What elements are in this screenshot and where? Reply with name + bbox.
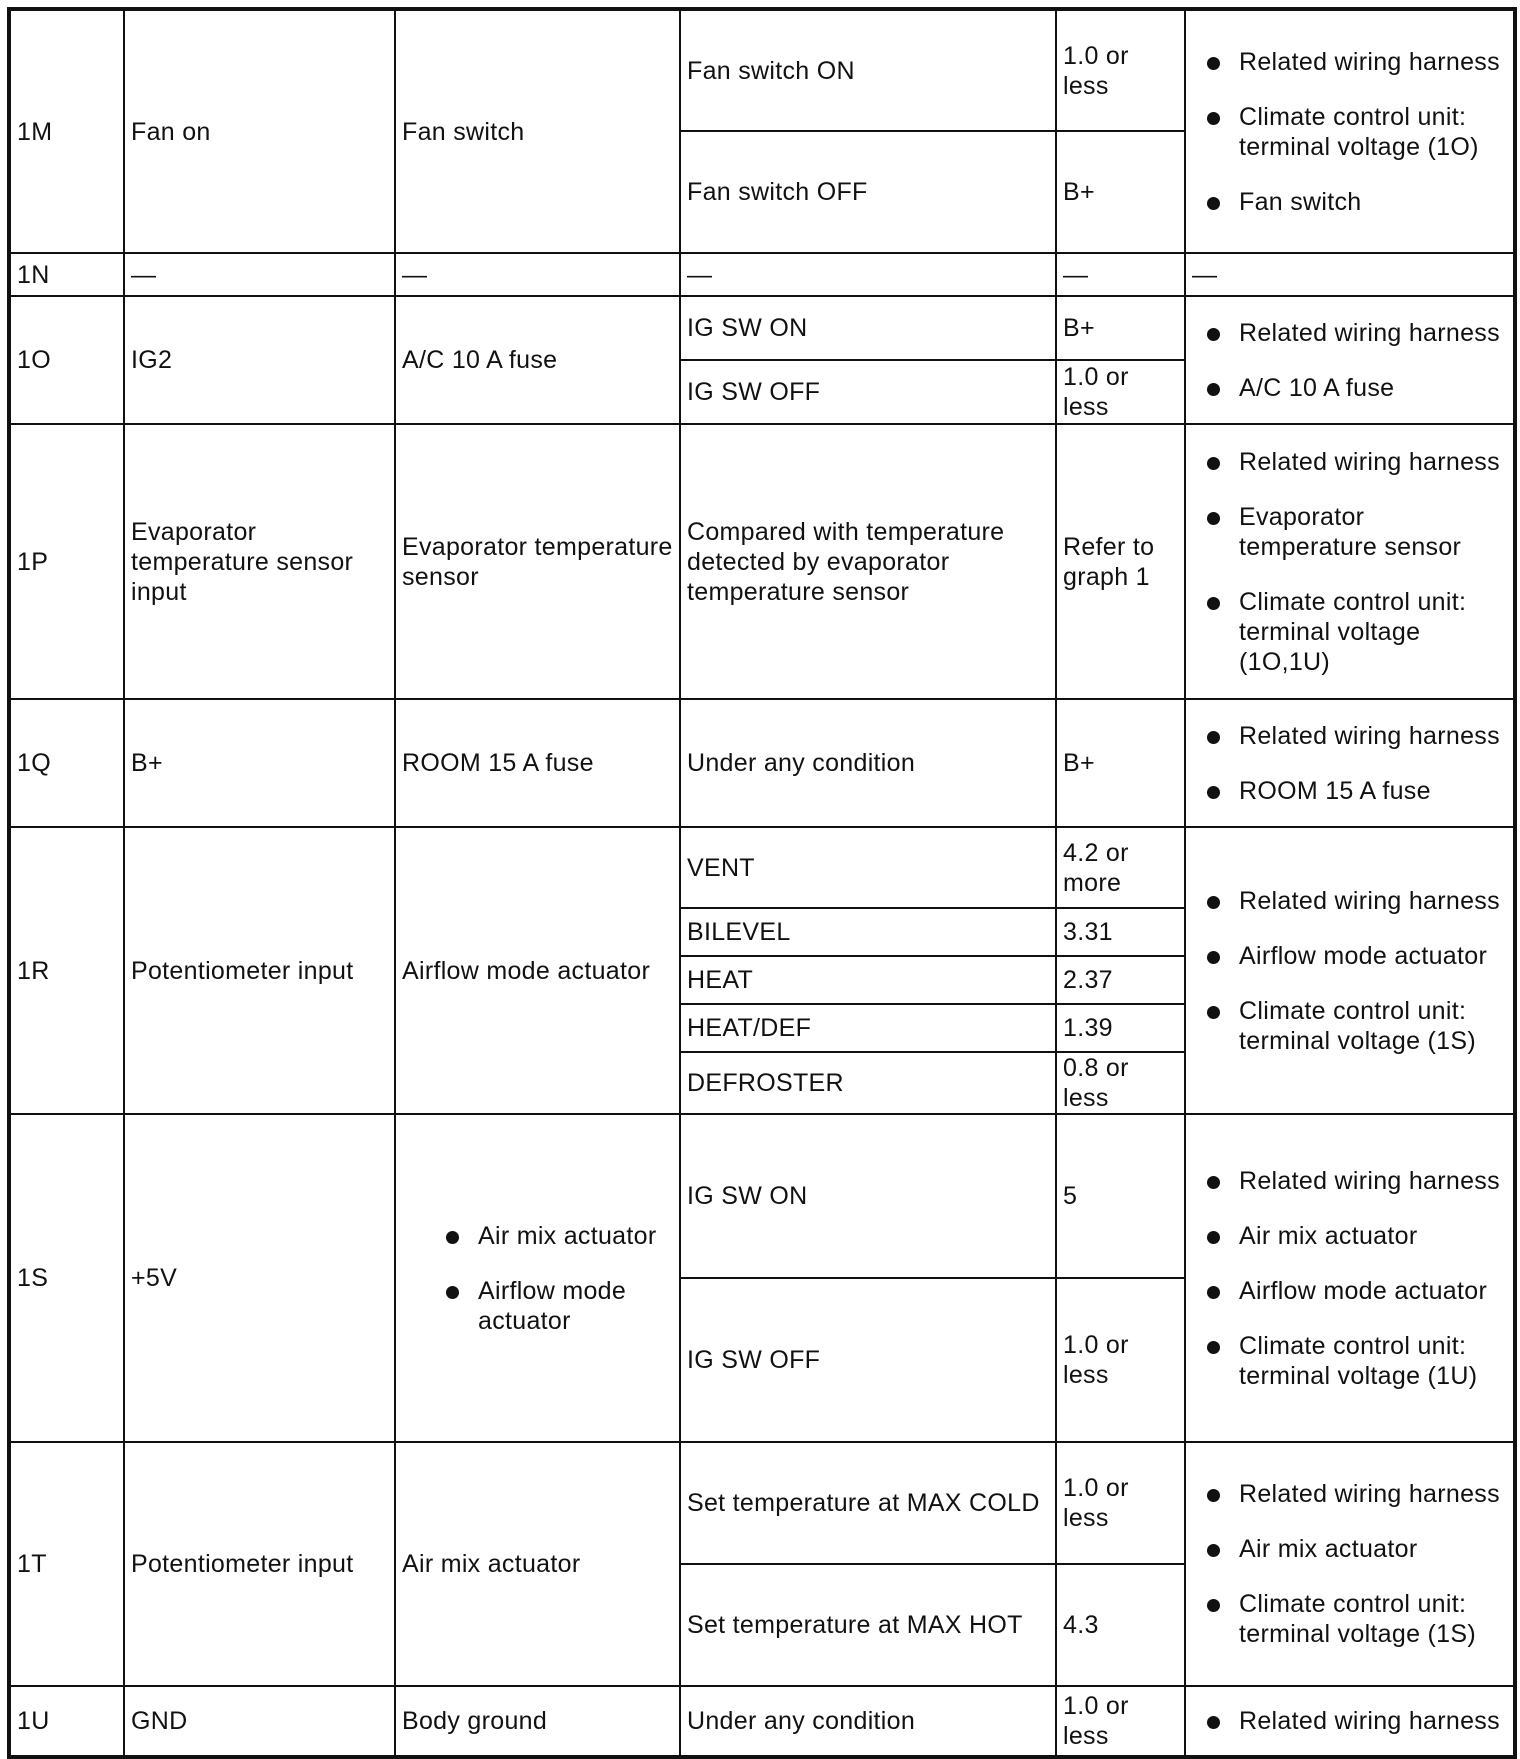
connected-to-item: Air mix actuator — [402, 1221, 673, 1251]
inspection-item: Air mix actuator — [1192, 1221, 1507, 1251]
inspection-list — [1192, 318, 1507, 403]
voltage-cell: 1.0 or less — [1056, 1442, 1185, 1564]
signal-cell: — — [124, 253, 395, 296]
table-row — [9, 253, 1515, 296]
inspection-item: Airflow mode actuator — [1192, 1276, 1507, 1306]
voltage-cell: B+ — [1056, 296, 1185, 360]
connected-to-cell: A/C 10 A fuse — [395, 296, 680, 424]
connected-to-cell: ROOM 15 A fuse — [395, 699, 680, 827]
connected-to-cell: Airflow mode actuator — [395, 827, 680, 1114]
inspection-cell — [1185, 1114, 1515, 1442]
voltage-cell: 5 — [1056, 1114, 1185, 1278]
terminal-cell: 1Q — [9, 699, 124, 827]
inspection-list — [1192, 1706, 1507, 1736]
inspection-list — [1192, 1479, 1507, 1649]
signal-cell: IG2 — [124, 296, 395, 424]
terminal-cell: 1T — [9, 1442, 124, 1686]
inspection-item: Airflow mode actuator — [1192, 941, 1507, 971]
inspection-list — [1192, 47, 1507, 217]
condition-cell: Fan switch ON — [680, 9, 1056, 131]
inspection-list — [1192, 886, 1507, 1056]
condition-cell: Under any condition — [680, 699, 1056, 827]
inspection-item: Fan switch — [1192, 187, 1507, 217]
table-row — [9, 827, 1515, 908]
condition-cell: HEAT/DEF — [680, 1004, 1056, 1052]
voltage-cell: 3.31 — [1056, 908, 1185, 956]
inspection-item: Climate control unit: terminal voltage (1S) — [1192, 996, 1507, 1056]
voltage-cell: 4.3 — [1056, 1564, 1185, 1686]
inspection-item: A/C 10 A fuse — [1192, 373, 1507, 403]
inspection-item: ROOM 15 A fuse — [1192, 776, 1507, 806]
terminal-cell: 1N — [9, 253, 124, 296]
voltage-cell: 1.0 or less — [1056, 360, 1185, 424]
connected-to-list — [402, 1221, 673, 1336]
inspection-item: Climate control unit: terminal voltage (1O,1U) — [1192, 587, 1507, 677]
table-row — [9, 1442, 1515, 1564]
signal-cell: +5V — [124, 1114, 395, 1442]
terminal-cell: 1O — [9, 296, 124, 424]
inspection-item: Related wiring harness — [1192, 447, 1507, 477]
terminal-cell: 1S — [9, 1114, 124, 1442]
terminal-voltage-table — [7, 7, 1517, 1759]
table-row — [9, 1114, 1515, 1278]
voltage-cell: 1.0 or less — [1056, 1278, 1185, 1442]
inspection-cell — [1185, 296, 1515, 424]
table-body — [9, 9, 1515, 1757]
voltage-cell: 4.2 or more — [1056, 827, 1185, 908]
inspection-item: Related wiring harness — [1192, 47, 1507, 77]
inspection-list — [1192, 447, 1507, 677]
voltage-cell: Refer to graph 1 — [1056, 424, 1185, 699]
terminal-cell: 1P — [9, 424, 124, 699]
inspection-item: Climate control unit: terminal voltage (1S) — [1192, 1589, 1507, 1649]
inspection-cell — [1185, 699, 1515, 827]
inspection-item: Climate control unit: terminal voltage (1O) — [1192, 102, 1507, 162]
inspection-list — [1192, 721, 1507, 806]
condition-cell: — — [680, 253, 1056, 296]
inspection-item: Related wiring harness — [1192, 1706, 1507, 1736]
condition-cell: IG SW ON — [680, 296, 1056, 360]
inspection-list — [1192, 1166, 1507, 1391]
condition-cell: Under any condition — [680, 1686, 1056, 1757]
condition-cell: DEFROSTER — [680, 1052, 1056, 1114]
terminal-cell: 1U — [9, 1686, 124, 1757]
signal-cell: GND — [124, 1686, 395, 1757]
condition-cell: Compared with temperature detected by evaporator temperature sensor — [680, 424, 1056, 699]
voltage-cell: 0.8 or less — [1056, 1052, 1185, 1114]
inspection-cell — [1185, 9, 1515, 253]
inspection-item: Related wiring harness — [1192, 1479, 1507, 1509]
connected-to-cell: — — [395, 253, 680, 296]
table-row — [9, 1686, 1515, 1757]
condition-cell: HEAT — [680, 956, 1056, 1004]
connected-to-cell: Body ground — [395, 1686, 680, 1757]
connected-to-item: Airflow mode actuator — [402, 1276, 673, 1336]
table-row — [9, 424, 1515, 699]
condition-cell: Set temperature at MAX COLD — [680, 1442, 1056, 1564]
condition-cell: IG SW ON — [680, 1114, 1056, 1278]
voltage-cell: 1.0 or less — [1056, 1686, 1185, 1757]
table-row — [9, 9, 1515, 131]
table-row — [9, 699, 1515, 827]
signal-cell: B+ — [124, 699, 395, 827]
terminal-cell: 1R — [9, 827, 124, 1114]
connected-to-cell — [395, 1114, 680, 1442]
signal-cell: Evaporator temperature sensor input — [124, 424, 395, 699]
voltage-cell: B+ — [1056, 699, 1185, 827]
inspection-item: Related wiring harness — [1192, 318, 1507, 348]
signal-cell: Potentiometer input — [124, 1442, 395, 1686]
inspection-item: Climate control unit: terminal voltage (1U) — [1192, 1331, 1507, 1391]
condition-cell: Set temperature at MAX HOT — [680, 1564, 1056, 1686]
condition-cell: IG SW OFF — [680, 360, 1056, 424]
condition-cell: Fan switch OFF — [680, 131, 1056, 253]
signal-cell: Fan on — [124, 9, 395, 253]
inspection-cell — [1185, 827, 1515, 1114]
voltage-cell: B+ — [1056, 131, 1185, 253]
voltage-cell: 2.37 — [1056, 956, 1185, 1004]
inspection-item: Related wiring harness — [1192, 1166, 1507, 1196]
signal-cell: Potentiometer input — [124, 827, 395, 1114]
terminal-cell: 1M — [9, 9, 124, 253]
voltage-cell: 1.39 — [1056, 1004, 1185, 1052]
inspection-cell — [1185, 1442, 1515, 1686]
condition-cell: IG SW OFF — [680, 1278, 1056, 1442]
voltage-cell: — — [1056, 253, 1185, 296]
voltage-cell: 1.0 or less — [1056, 9, 1185, 131]
connected-to-cell: Fan switch — [395, 9, 680, 253]
inspection-item: Evaporator temperature sensor — [1192, 502, 1507, 562]
inspection-cell — [1185, 1686, 1515, 1757]
condition-cell: BILEVEL — [680, 908, 1056, 956]
inspection-cell — [1185, 424, 1515, 699]
connected-to-cell: Evaporator temperature sensor — [395, 424, 680, 699]
condition-cell: VENT — [680, 827, 1056, 908]
inspection-item: Air mix actuator — [1192, 1534, 1507, 1564]
inspection-cell: — — [1185, 253, 1515, 296]
connected-to-cell: Air mix actuator — [395, 1442, 680, 1686]
inspection-item: Related wiring harness — [1192, 886, 1507, 916]
inspection-item: Related wiring harness — [1192, 721, 1507, 751]
table-row — [9, 296, 1515, 360]
